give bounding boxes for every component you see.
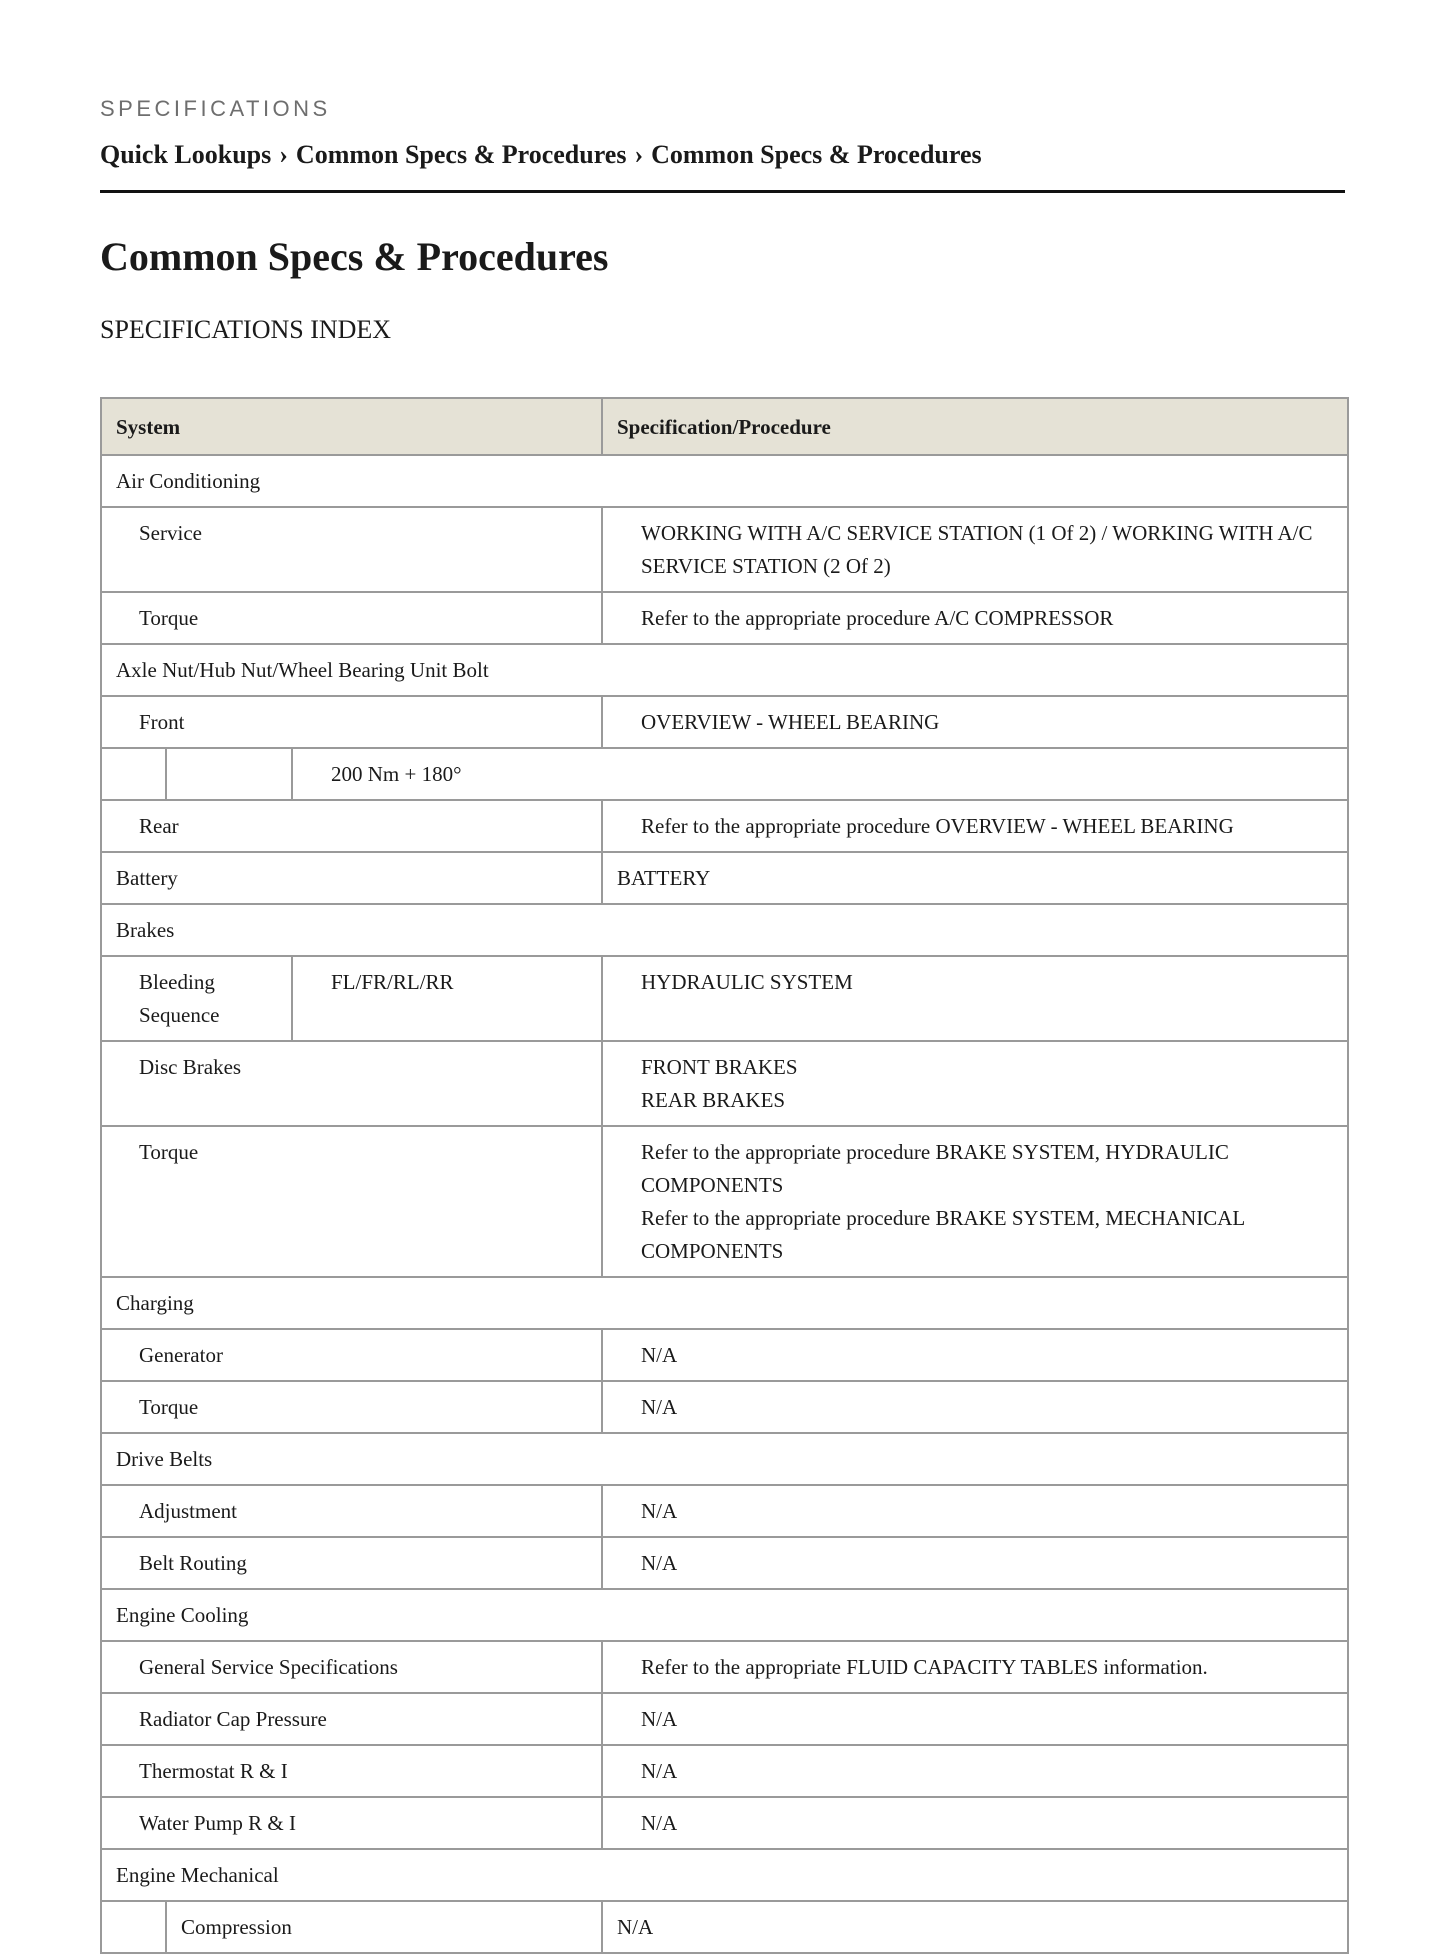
system-group-engine-cooling: Engine Cooling (101, 1589, 1348, 1641)
table-row (101, 852, 1348, 904)
system-group-drive-belts: Drive Belts (101, 1433, 1348, 1485)
table-row (101, 1041, 1348, 1126)
bleeding-sequence-value: FL/FR/RL/RR (292, 956, 602, 1041)
system-item-label: Rear (101, 800, 602, 852)
table-row (101, 644, 1348, 696)
system-item-label: Adjustment (101, 1485, 602, 1537)
table-row (101, 1433, 1348, 1485)
table-row (101, 1849, 1348, 1901)
table-row (101, 1277, 1348, 1329)
spec-value: N/A (602, 1485, 1348, 1537)
table-row (101, 1329, 1348, 1381)
breadcrumb-separator: › (634, 140, 644, 169)
table-row (101, 1126, 1348, 1277)
table-row (101, 956, 1348, 1041)
table-row (101, 1797, 1348, 1849)
spec-link[interactable]: REAR BRAKES (641, 1088, 786, 1112)
table-row (101, 455, 1348, 507)
system-item-label: Radiator Cap Pressure (101, 1693, 602, 1745)
spec-link[interactable]: Refer to the appropriate procedure A/C COMPRESSOR (602, 592, 1348, 644)
spec-value: N/A (602, 1901, 1348, 1953)
system-item-label: Thermostat R & I (101, 1745, 602, 1797)
table-row (101, 800, 1348, 852)
specifications-table (100, 397, 1349, 1954)
system-item-label: Water Pump R & I (101, 1797, 602, 1849)
system-item-label: General Service Specifications (101, 1641, 602, 1693)
spec-link[interactable]: BATTERY (602, 852, 1348, 904)
table-row (101, 1485, 1348, 1537)
system-item-label: Belt Routing (101, 1537, 602, 1589)
spec-value: N/A (602, 1329, 1348, 1381)
system-group-engine-mechanical: Engine Mechanical (101, 1849, 1348, 1901)
page-title: Common Specs & Procedures (100, 234, 609, 279)
system-item-label: Front (101, 696, 602, 748)
table-row (101, 1641, 1348, 1693)
system-item-label: Generator (101, 1329, 602, 1381)
system-group-air-conditioning: Air Conditioning (101, 455, 1348, 507)
table-row (101, 748, 1348, 800)
spec-link[interactable]: HYDRAULIC SYSTEM (602, 956, 1348, 1041)
empty-cell (101, 748, 166, 800)
spec-link[interactable]: Refer to the appropriate FLUID CAPACITY TABLES information. (602, 1641, 1348, 1693)
spec-value: N/A (602, 1797, 1348, 1849)
breadcrumb-separator: › (279, 140, 288, 169)
spec-link[interactable]: Refer to the appropriate procedure OVERVIEW - WHEEL BEARING (602, 800, 1348, 852)
spec-link[interactable]: Refer to the appropriate procedure BRAKE SYSTEM, HYDRAULIC COMPONENTS (641, 1140, 1229, 1197)
table-row (101, 507, 1348, 592)
section-label: SPECIFICATIONS (100, 96, 331, 121)
table-row (101, 1381, 1348, 1433)
system-item-label: Service (101, 507, 602, 592)
system-item-label: Torque (101, 1381, 602, 1433)
table-row (101, 904, 1348, 956)
system-group-battery: Battery (101, 852, 602, 904)
table-row (101, 1537, 1348, 1589)
breadcrumb-item-current: Common Specs & Procedures (651, 140, 982, 169)
system-item-label: Torque (101, 1126, 602, 1277)
table-row (101, 1589, 1348, 1641)
spec-value: N/A (602, 1537, 1348, 1589)
empty-cell (166, 748, 292, 800)
page-subtitle: SPECIFICATIONS INDEX (100, 315, 392, 344)
spec-link[interactable]: Refer to the appropriate procedure BRAKE SYSTEM, MECHANICAL COMPONENTS (641, 1206, 1245, 1263)
spec-link[interactable]: OVERVIEW - WHEEL BEARING (602, 696, 1348, 748)
system-item-label: Bleeding Sequence (101, 956, 292, 1041)
table-row (101, 592, 1348, 644)
table-row (101, 1901, 1348, 1953)
system-group-axle: Axle Nut/Hub Nut/Wheel Bearing Unit Bolt (101, 644, 1348, 696)
table-header-row (101, 398, 1348, 455)
spec-value: N/A (602, 1693, 1348, 1745)
breadcrumb-item-quick-lookups[interactable]: Quick Lookups (100, 140, 272, 169)
column-header-system: System (101, 398, 602, 455)
table-row (101, 696, 1348, 748)
system-group-brakes: Brakes (101, 904, 1348, 956)
table-row (101, 1693, 1348, 1745)
system-item-label: Disc Brakes (101, 1041, 602, 1126)
table-row (101, 1745, 1348, 1797)
breadcrumb-item-common-specs[interactable]: Common Specs & Procedures (295, 140, 627, 169)
torque-value: 200 Nm + 180° (292, 748, 1348, 800)
spec-cell (602, 1041, 1348, 1126)
spec-link[interactable]: FRONT BRAKES (641, 1055, 798, 1079)
breadcrumb (100, 138, 1345, 193)
spec-cell (602, 1126, 1348, 1277)
empty-cell (101, 1901, 166, 1953)
system-group-charging: Charging (101, 1277, 1348, 1329)
column-header-spec: Specification/Procedure (602, 398, 1348, 455)
spec-value: N/A (602, 1381, 1348, 1433)
spec-value: N/A (602, 1745, 1348, 1797)
system-item-label: Torque (101, 592, 602, 644)
system-item-label: Compression (166, 1901, 602, 1953)
spec-link[interactable]: WORKING WITH A/C SERVICE STATION (1 Of 2) / WORKING WITH A/C SERVICE STATION (2 Of 2) (602, 507, 1348, 592)
